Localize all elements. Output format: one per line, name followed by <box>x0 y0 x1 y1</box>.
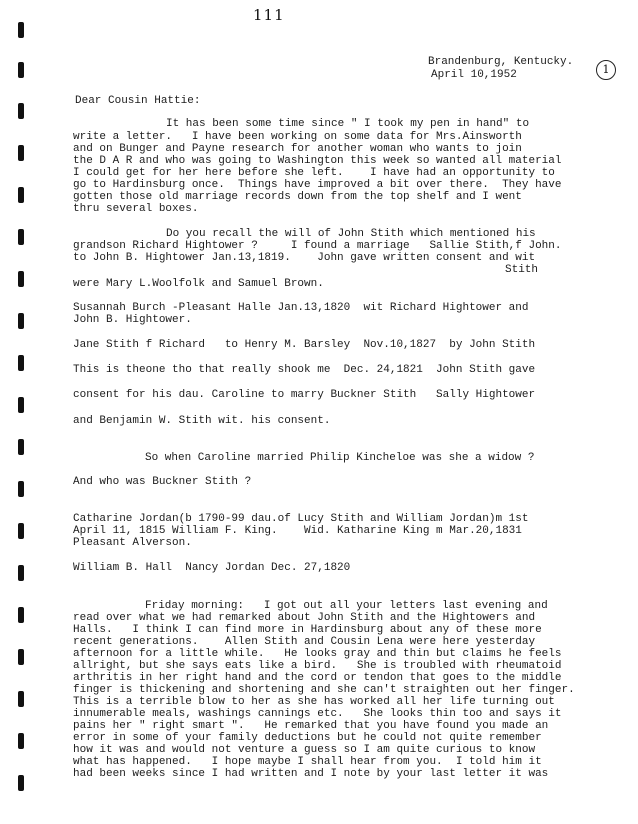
binder-hole <box>18 229 24 245</box>
letter-line: consent for his dau. Caroline to marry Buckner Stith Sally Hightower <box>73 389 536 401</box>
letter-line: This is a terrible blow to her as she has worked all her life turning out <box>73 696 555 708</box>
letter-line: the D A R and who was going to Washington this week so wanted all material <box>73 155 562 167</box>
binder-hole <box>18 481 24 497</box>
letter-line: recent generations. Allen Stith and Cousin Lena were here yesterday <box>73 636 536 648</box>
circled-page-number: 1 <box>596 60 616 80</box>
letter-line: It has been some time since " I took my pen in hand" to <box>166 118 530 130</box>
letter-date: April 10,1952 <box>431 69 517 81</box>
letter-line: April 11, 1815 William F. King. Wid. Katharine King m Mar.20,1831 <box>73 525 522 537</box>
binder-hole <box>18 187 24 203</box>
binder-hole <box>18 523 24 539</box>
letter-line: Catharine Jordan(b 1790-99 dau.of Lucy Stith and William Jordan)m 1st <box>73 513 529 525</box>
letter-line: I could get for her here before she left. I have had an opportunity to <box>73 167 555 179</box>
letter-line: thru several boxes. <box>73 203 199 215</box>
binder-hole <box>18 103 24 119</box>
letter-place: Brandenburg, Kentucky. <box>428 56 574 68</box>
binder-hole <box>18 313 24 329</box>
letter-line: So when Caroline married Philip Kincheloe was she a widow ? <box>145 452 535 464</box>
binder-hole <box>18 62 24 78</box>
binder-hole <box>18 145 24 161</box>
letter-line: had been weeks since I had written and I note by your last letter it was <box>73 768 549 780</box>
binder-hole <box>18 397 24 413</box>
letter-line: what has happened. I hope maybe I shall hear from you. I told him it <box>73 756 542 768</box>
letter-line: William B. Hall Nancy Jordan Dec. 27,1820 <box>73 562 351 574</box>
binder-hole <box>18 271 24 287</box>
letter-line: Susannah Burch -Pleasant Halle Jan.13,1820 wit Richard Hightower and <box>73 302 529 314</box>
letter-line: and Benjamin W. Stith wit. his consent. <box>73 415 331 427</box>
letter-line: And who was Buckner Stith ? <box>73 476 252 488</box>
page-number: 111 <box>253 6 285 24</box>
letter-line: to John B. Hightower Jan.13,1819. John gave written consent and wit <box>73 252 536 264</box>
binder-hole <box>18 775 24 791</box>
letter-line: John B. Hightower. <box>73 314 192 326</box>
letter-line: error in some of your family deductions but he could not quite remember <box>73 732 542 744</box>
letter-line: how it was and would not venture a guess so I am quite curious to know <box>73 744 536 756</box>
letter-line: finger is thickening and shortening and she can't straighten out her finger. <box>73 684 575 696</box>
letter-line: Do you recall the will of John Stith which mentioned his <box>166 228 536 240</box>
binder-hole <box>18 355 24 371</box>
letter-line: This is theone tho that really shook me Dec. 24,1821 John Stith gave <box>73 364 536 376</box>
binder-hole <box>18 607 24 623</box>
letter-line: Jane Stith f Richard to Henry M. Barsley Nov.10,1827 by John Stith <box>73 339 536 351</box>
binder-hole <box>18 649 24 665</box>
letter-line: pains her " right smart ". He remarked that you have found you made an <box>73 720 549 732</box>
binder-hole <box>18 691 24 707</box>
letter-line: were Mary L.Woolfolk and Samuel Brown. <box>73 278 324 290</box>
letter-line: afternoon for a little while. He looks gray and thin but claims he feels <box>73 648 562 660</box>
letter-line: Halls. I think I can find more in Hardinsburg about any of these more <box>73 624 542 636</box>
salutation: Dear Cousin Hattie: <box>75 95 201 107</box>
letter-line: go to Hardinsburg once. Things have improved a bit over there. They have <box>73 179 562 191</box>
binder-hole <box>18 565 24 581</box>
letter-line: grandson Richard Hightower ? I found a marriage Sallie Stith,f John. <box>73 240 562 252</box>
letter-line: Friday morning: I got out all your letters last evening and <box>145 600 548 612</box>
letter-line: gotten those old marriage records down from the top shelf and I went <box>73 191 522 203</box>
letter-line: write a letter. I have been working on some data for Mrs.Ainsworth <box>73 131 522 143</box>
letter-line: read over what we had remarked about John Stith and the Hightowers and <box>73 612 536 624</box>
letter-line: allright, but she says eats like a bird. She is troubled with rheumatoid <box>73 660 562 672</box>
letter-line: and on Bunger and Payne research for another woman who wants to join <box>73 143 522 155</box>
letter-line: Pleasant Alverson. <box>73 537 192 549</box>
binder-hole <box>18 22 24 38</box>
letter-line: Stith <box>505 264 539 276</box>
letter-line: innumerable meals, washings cannings etc. She looks thin too and says it <box>73 708 562 720</box>
letter-line: arthritis in her right hand and the cord or tendon that goes to the middle <box>73 672 562 684</box>
binder-hole <box>18 733 24 749</box>
binder-hole <box>18 439 24 455</box>
